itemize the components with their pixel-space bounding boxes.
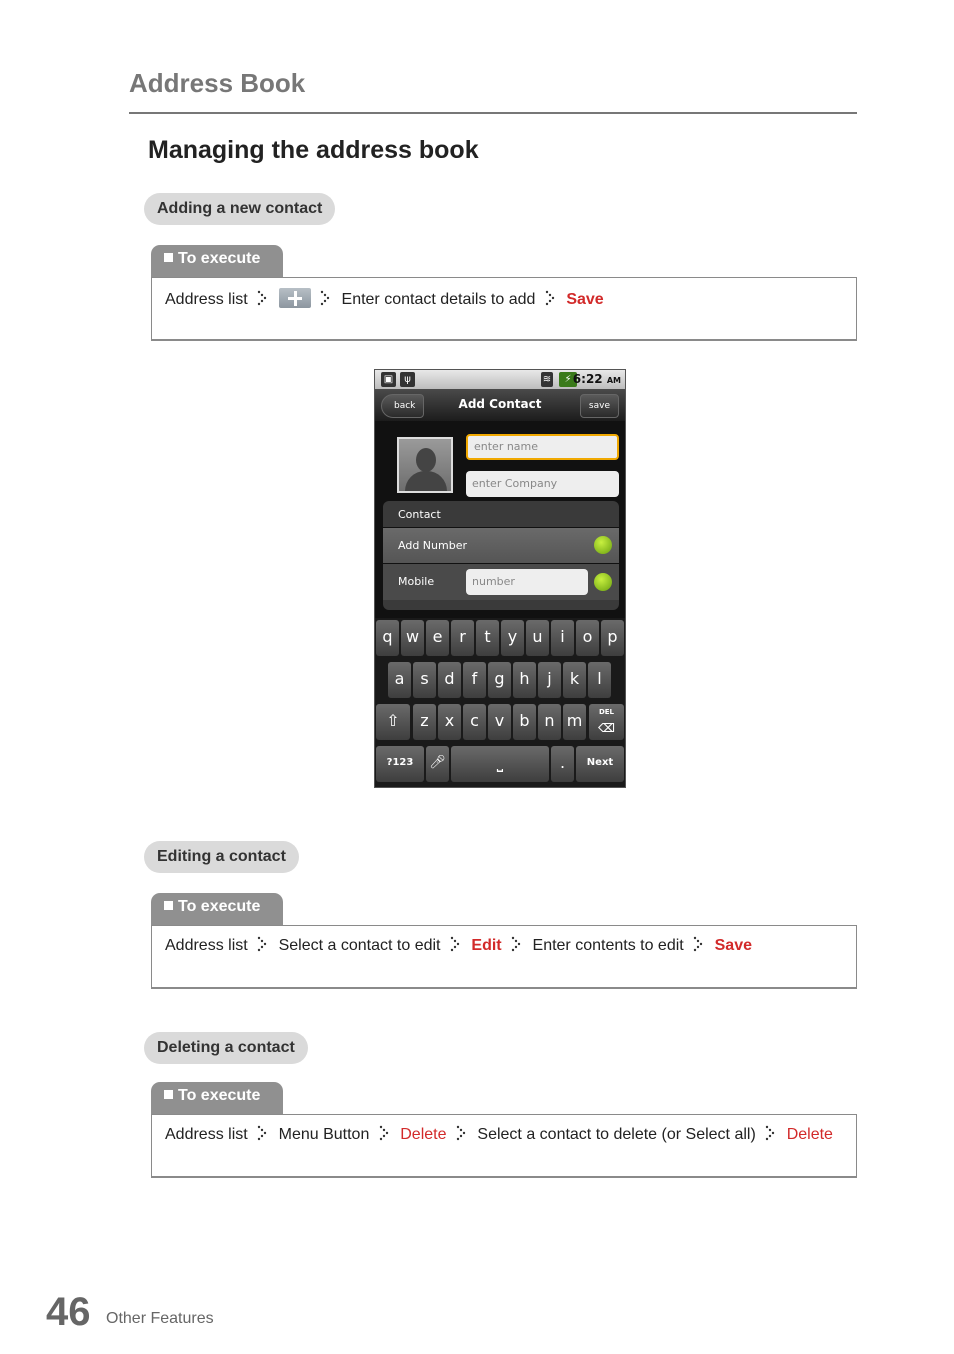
key-o[interactable]: o — [576, 620, 599, 656]
key-i[interactable]: i — [551, 620, 574, 656]
tab-to-execute-adding — [151, 245, 283, 278]
key-c[interactable]: c — [463, 704, 486, 740]
usb-icon: ψ — [400, 372, 415, 387]
arrow-icon — [257, 290, 269, 306]
clock-ampm: AM — [606, 376, 621, 385]
key-k[interactable]: k — [563, 662, 586, 698]
battery-icon: ⚡ — [559, 372, 577, 387]
section-pill-deleting: Deleting a contact — [144, 1032, 308, 1064]
step-delete: Delete — [400, 1126, 447, 1143]
symbols-key[interactable]: ?123 — [376, 746, 424, 782]
key-j[interactable]: j — [538, 662, 561, 698]
period-key[interactable]: . — [551, 746, 574, 782]
step-text: Select a contact to delete (or Select all) — [477, 1126, 756, 1143]
step-save: Save — [566, 291, 604, 308]
page-number: 46 — [46, 1290, 91, 1334]
plus-button-icon — [279, 288, 311, 308]
key-f[interactable]: f — [463, 662, 486, 698]
tab-to-execute-editing — [151, 893, 283, 926]
android-icon: ▣ — [381, 372, 396, 387]
header-rule — [129, 112, 857, 114]
steps-box-deleting — [151, 1114, 857, 1178]
key-h[interactable]: h — [513, 662, 536, 698]
add-number-plus-icon[interactable] — [594, 536, 612, 554]
title-bar — [375, 389, 625, 421]
number-input[interactable]: number — [466, 569, 588, 595]
key-d[interactable]: d — [438, 662, 461, 698]
step-text: Address list — [165, 1126, 248, 1143]
arrow-icon — [379, 1125, 391, 1141]
arrow-icon — [257, 1125, 269, 1141]
mic-key-icon[interactable]: 🎤︎ — [426, 746, 449, 782]
square-icon — [164, 253, 173, 262]
step-text: Select a contact to edit — [278, 937, 441, 954]
page-title: Managing the address book — [148, 136, 479, 164]
space-key[interactable]: ⎵ — [451, 746, 549, 782]
backspace-icon: ⌫ — [598, 721, 615, 735]
key-r[interactable]: r — [451, 620, 474, 656]
key-g[interactable]: g — [488, 662, 511, 698]
person-head-icon — [416, 448, 436, 472]
del-label: DEL — [598, 708, 615, 716]
key-u[interactable]: u — [526, 620, 549, 656]
delete-key[interactable] — [589, 704, 624, 740]
arrow-icon — [693, 936, 705, 952]
key-a[interactable]: a — [388, 662, 411, 698]
contact-panel-footer — [383, 600, 619, 610]
contact-section-header — [383, 501, 619, 527]
arrow-icon — [511, 936, 523, 952]
tab-to-execute-deleting — [151, 1082, 283, 1115]
step-edit: Edit — [471, 937, 502, 954]
add-number-label: Add Number — [398, 539, 467, 552]
tab-label: To execute — [178, 1087, 261, 1104]
tab-label: To execute — [178, 250, 261, 267]
save-button[interactable]: save — [580, 394, 619, 418]
back-button[interactable]: back — [381, 394, 424, 418]
contact-header-label: Contact — [398, 508, 441, 521]
remove-number-minus-icon[interactable] — [594, 573, 612, 591]
key-x[interactable]: x — [438, 704, 461, 740]
steps-box-adding — [151, 277, 857, 341]
step-text: Address list — [165, 937, 248, 954]
tab-label: To execute — [178, 898, 261, 915]
key-n[interactable]: n — [538, 704, 561, 740]
wifi-icon: ≋ — [542, 374, 552, 385]
mobile-label: Mobile — [398, 575, 435, 588]
clock-time: 6:22 — [572, 372, 603, 386]
screen-title: Add Contact — [458, 397, 542, 411]
phone-screenshot — [374, 369, 626, 788]
keyboard — [375, 618, 625, 788]
arrow-icon — [456, 1125, 468, 1141]
key-v[interactable]: v — [488, 704, 511, 740]
square-icon — [164, 901, 173, 910]
arrow-icon — [765, 1125, 777, 1141]
next-key[interactable]: Next — [576, 746, 624, 782]
step-text: Address list — [165, 291, 248, 308]
chapter-title: Address Book — [129, 68, 306, 98]
key-l[interactable]: l — [588, 662, 611, 698]
arrow-icon — [450, 936, 462, 952]
key-p[interactable]: p — [601, 620, 624, 656]
arrow-icon — [257, 936, 269, 952]
steps-box-editing — [151, 925, 857, 989]
status-clock — [573, 372, 621, 386]
square-icon — [164, 1090, 173, 1099]
step-delete-final: Delete — [786, 1126, 833, 1143]
step-text: Enter contents to edit — [532, 937, 684, 954]
key-w[interactable]: w — [401, 620, 424, 656]
key-z[interactable]: z — [413, 704, 436, 740]
company-input[interactable]: enter Company — [466, 471, 619, 497]
shift-key-icon[interactable]: ⇧ — [376, 704, 410, 740]
step-text: Enter contact details to add — [341, 291, 536, 308]
key-e[interactable]: e — [426, 620, 449, 656]
name-input[interactable]: enter name — [466, 434, 619, 460]
arrow-icon — [545, 290, 557, 306]
key-q[interactable]: q — [376, 620, 399, 656]
footer-section-name: Other Features — [106, 1310, 214, 1327]
section-pill-adding: Adding a new contact — [144, 193, 335, 225]
arrow-icon — [320, 290, 332, 306]
person-body-icon — [405, 471, 447, 493]
step-save: Save — [714, 937, 752, 954]
section-pill-editing: Editing a contact — [144, 841, 299, 873]
key-b[interactable]: b — [513, 704, 536, 740]
key-s[interactable]: s — [413, 662, 436, 698]
step-text: Menu Button — [278, 1126, 370, 1143]
status-bar — [375, 370, 625, 389]
key-t[interactable]: t — [476, 620, 499, 656]
key-y[interactable]: y — [501, 620, 524, 656]
contact-photo[interactable] — [397, 437, 453, 493]
key-m[interactable]: m — [563, 704, 586, 740]
add-number-row[interactable] — [383, 528, 619, 563]
